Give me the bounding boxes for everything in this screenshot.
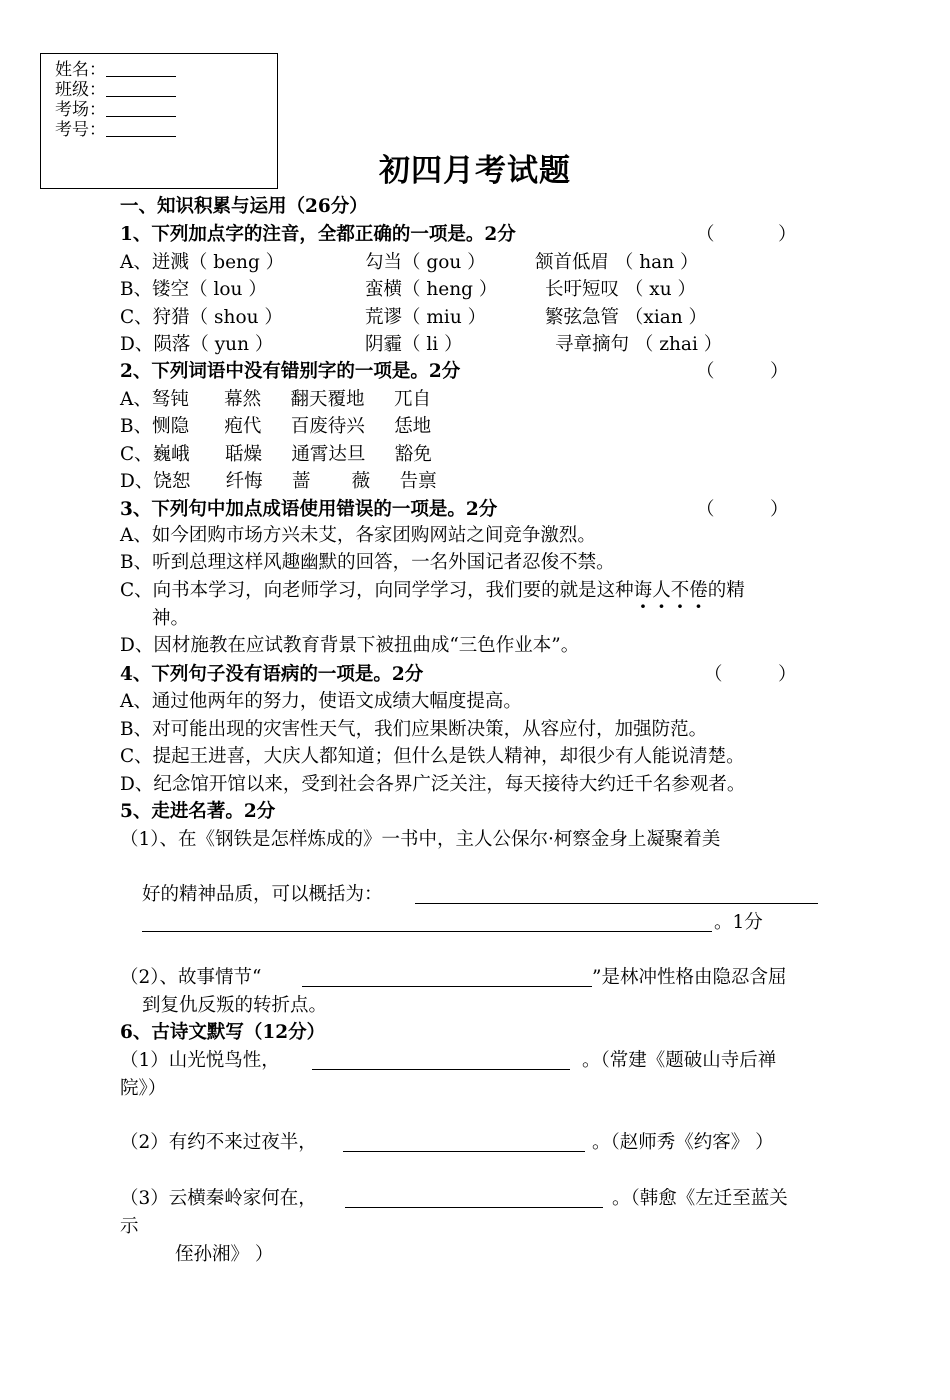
q4-paren-left: （	[704, 664, 723, 685]
q3-idiom-char: 倦	[689, 580, 708, 601]
q1-option-b-3: 长吁短叹 （ xu ）	[545, 279, 696, 300]
q4-stem: 4、下列句子没有语病的一项是。2分	[120, 664, 424, 685]
q1-option-c-1: C、狩猎（ shou ）	[120, 307, 283, 328]
q3-option-b: B、听到总理这样风趣幽默的回答，一名外国记者忍俊不禁。	[120, 552, 615, 573]
q3-idiom-char: 诲	[633, 580, 653, 601]
q5-part1-line1: （1）、在《钢铁是怎样炼成的》一书中，主人公保尔·柯察金身上凝聚着美	[120, 829, 721, 850]
q5-part1-answer-blank-1[interactable]	[415, 902, 818, 904]
q6-part3-line2: 示	[120, 1216, 139, 1237]
q5-part1-score: 。1分	[714, 912, 763, 933]
q1-option-d-3: 寻章摘句 （ zhai ）	[555, 334, 723, 355]
q1-option-d-2: 阴霾（ li ）	[365, 334, 463, 355]
q3-stem: 3、下列句中加点成语使用错误的一项是。2分	[120, 499, 498, 520]
q1-option-c-2: 荒谬（ miu ）	[365, 307, 487, 328]
q6-part2-answer-blank[interactable]	[343, 1150, 585, 1152]
q1-option-b-2: 蛮横（ heng ）	[365, 279, 498, 300]
q6-part3-prefix: （3）云横秦岭家何在，	[120, 1188, 317, 1209]
q2-stem: 2、下列词语中没有错别字的一项是。2分	[120, 361, 461, 382]
q2-option-c: C、巍峨 聒燥 通霄达旦 豁免	[120, 444, 432, 465]
q3-option-c-text: C、向书本学习，向老师学习，向同学学习，我们要的就是这种	[120, 580, 634, 601]
q3-paren-right: ）	[770, 499, 789, 520]
q2-paren-left: （	[696, 361, 715, 382]
q5-part2-line2: 到复仇反叛的转折点。	[142, 995, 328, 1016]
q5-part1-line2: 好的精神品质，可以概括为：	[142, 884, 383, 905]
q6-part1-prefix: （1）山光悦鸟性，	[120, 1050, 280, 1071]
q6-part3-suffix: 。（韩愈《左迁至蓝关	[612, 1188, 788, 1209]
exam-title: 初四月考试题	[379, 153, 571, 189]
q3-option-d: D、因材施教在应试教育背景下被扭曲成“三色作业本”。	[120, 635, 580, 656]
q2-option-d: D、饶恕 纤悔 蔷 薇 告禀	[120, 471, 437, 492]
q6-part2-prefix: （2）有约不来过夜半，	[120, 1132, 317, 1153]
q3-idiom-char: 不	[670, 580, 690, 601]
q2-option-a: A、驽钝 幕然 翻天覆地 兀自	[120, 389, 431, 410]
q4-paren-right: ）	[778, 664, 797, 685]
q1-option-a-1: A、迸溅（ beng ）	[120, 252, 285, 273]
room-blank[interactable]	[106, 100, 176, 117]
q1-paren-left: （	[696, 224, 715, 245]
q6-part2-suffix: 。（赵师秀《约客》 ）	[592, 1132, 774, 1153]
q1-option-d-1: D、陨落（ yun ）	[120, 334, 274, 355]
number-blank[interactable]	[106, 120, 176, 137]
q1-paren-right: ）	[778, 224, 797, 245]
q6-part3-line3: 侄孙湘》 ）	[175, 1244, 274, 1265]
q5-part2-answer-blank[interactable]	[302, 985, 592, 987]
q2-option-b: B、恻隐 疱代 百废待兴 恁地	[120, 416, 432, 437]
q3-option-a: A、如今团购市场方兴未艾，各家团购网站之间竞争激烈。	[120, 525, 596, 546]
q6-part3-answer-blank[interactable]	[345, 1206, 603, 1208]
number-row	[55, 120, 277, 140]
q4-option-d: D、纪念馆开馆以来，受到社会各界广泛关注，每天接待大约迁千名参观者。	[120, 774, 746, 795]
q4-option-a: A、通过他两年的努力，使语文成绩大幅度提高。	[120, 691, 522, 712]
q1-stem: 1、下列加点字的注音，全都正确的一项是。2分	[120, 224, 516, 245]
room-row	[55, 100, 277, 120]
q5-part2-suffix: ”是林冲性格由隐忍含屈	[592, 967, 787, 988]
q5-part2-prefix: （2）、故事情节“	[120, 967, 262, 988]
q6-part1-line2: 院》）	[120, 1078, 167, 1099]
q3-idiom-char: 人	[652, 580, 671, 601]
q6-stem: 6、古诗文默写（12分）	[120, 1022, 326, 1043]
q5-part1-answer-blank-2[interactable]	[142, 930, 712, 932]
class-row	[55, 80, 277, 100]
q4-option-b: B、对可能出现的灾害性天气，我们应果断决策，从容应付，加强防范。	[120, 719, 708, 740]
q3-paren-left: （	[696, 499, 715, 520]
q1-option-b-1: B、镂空（ lou ）	[120, 279, 267, 300]
section-1-heading: 一、知识积累与运用（26分）	[120, 196, 368, 217]
q6-part1-suffix: 。（常建《题破山寺后禅	[582, 1050, 777, 1071]
q3-option-c-line2: 神。	[152, 608, 190, 629]
q2-paren-right: ）	[770, 361, 789, 382]
q3-option-c-tail: 的精	[707, 580, 745, 601]
number-label: 考号：	[55, 120, 106, 140]
class-blank[interactable]	[106, 80, 176, 97]
q5-stem: 5、走进名著。2分	[120, 801, 276, 822]
name-row	[55, 60, 277, 80]
q1-option-a-2: 勾当（ gou ）	[365, 252, 486, 273]
class-label: 班级：	[55, 80, 106, 100]
q3-option-c-line1	[120, 576, 745, 602]
q4-option-c: C、提起王进喜，大庆人都知道；但什么是铁人精神，却很少有人能说清楚。	[120, 746, 745, 767]
q1-option-a-3: 颔首低眉 （ han ）	[535, 252, 699, 273]
name-label: 姓名：	[55, 60, 106, 80]
q6-part1-answer-blank[interactable]	[312, 1068, 570, 1070]
q1-option-c-3: 繁弦急管 （xian ）	[545, 307, 708, 328]
name-blank[interactable]	[106, 60, 176, 77]
room-label: 考场：	[55, 100, 106, 120]
